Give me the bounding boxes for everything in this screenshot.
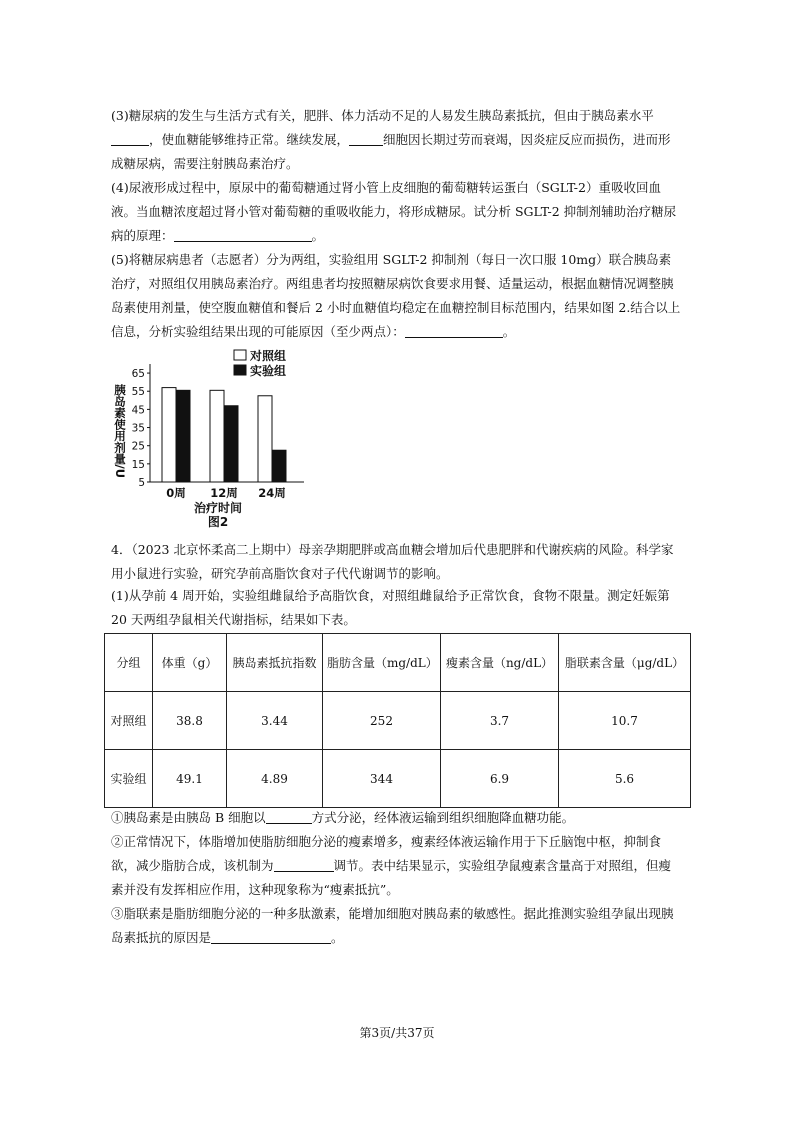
table-cell: 实验组 xyxy=(105,750,153,808)
table-cell: 4.89 xyxy=(227,750,323,808)
x-tick-label: 0周 xyxy=(166,486,186,500)
question-3-part-4 xyxy=(111,176,683,248)
text: 调节。表中结果显示，实验组孕鼠瘦素含量高于对照组，但瘦素并没有发挥相应作用，这种现象称为“瘦素抵抗”。 xyxy=(111,858,672,897)
figure-caption: 图2 xyxy=(207,515,229,529)
y-tick-label: 45 xyxy=(131,404,145,417)
bar-control xyxy=(258,396,272,482)
text: 。 xyxy=(331,930,344,945)
table-cell: 344 xyxy=(323,750,441,808)
table-cell: 38.8 xyxy=(153,692,227,750)
text: 。 xyxy=(311,228,325,243)
legend-label: 对照组 xyxy=(250,349,287,363)
question-3-part-5 xyxy=(111,248,683,344)
table-cell: 6.9 xyxy=(441,750,559,808)
table-cell: 5.6 xyxy=(559,750,691,808)
bar-control xyxy=(162,388,176,482)
text: 。 xyxy=(502,324,516,339)
table-header-row xyxy=(105,634,691,692)
table-header-cell: 体重（g） xyxy=(153,634,227,692)
answer-blank[interactable] xyxy=(174,227,312,242)
table-row xyxy=(105,750,691,808)
table-cell: 10.7 xyxy=(559,692,691,750)
legend-swatch xyxy=(234,365,246,375)
bar-chart-figure-2 xyxy=(108,344,308,530)
question-4-sub-1 xyxy=(111,806,683,830)
answer-blank[interactable] xyxy=(266,809,312,824)
y-axis-label: 胰岛素使用剂量/U xyxy=(113,384,127,479)
table-cell: 3.7 xyxy=(441,692,559,750)
question-3-part-3 xyxy=(111,104,683,176)
table-header-cell: 分组 xyxy=(105,634,153,692)
text: (5)将糖尿病患者（志愿者）分为两组，实验组用 SGLT-2 抑制剂（每日一次口服 10mg）联合胰岛素治疗，对照组仅用胰岛素治疗。两组患者均按照糖尿病饮食要求用餐、适量运动，根据血糖情况调整胰岛素使用剂量，使空腹血糖值和餐后 2 小时血糖值均稳定在血糖控制目标范围内，结果如图 2.结合以上信息，分析实验组结果出现的可能原因（至少两点）： xyxy=(111,252,681,339)
text: ，使血糖能够维持正常。继续发展， xyxy=(149,132,350,147)
text: 细胞因长期过劳而衰竭，因炎症反应而损伤，进而形成糖尿病，需要注射胰岛素治疗。 xyxy=(111,132,671,171)
table-cell: 对照组 xyxy=(105,692,153,750)
table-cell: 252 xyxy=(323,692,441,750)
legend-label: 实验组 xyxy=(250,364,287,378)
answer-blank[interactable] xyxy=(211,929,331,944)
text: (4)尿液形成过程中，原尿中的葡萄糖通过肾小管上皮细胞的葡萄糖转运蛋白（SGLT-2）重吸收回血液。当血糖浓度超过肾小管对葡萄糖的重吸收能力，将形成糖尿。试分析 SGLT-2 抑制剂辅助治疗糖尿病的原理： xyxy=(111,180,677,243)
y-tick-label: 55 xyxy=(131,386,145,399)
table-header-cell: 脂肪含量（mg/dL） xyxy=(323,634,441,692)
page-footer: 第3页/共37页 xyxy=(359,1026,435,1040)
y-tick-label: 35 xyxy=(131,422,145,435)
text: (1)从孕前 4 周开始，实验组雌鼠给予高脂饮食，对照组雌鼠给予正常饮食，食物不限量。测定妊娠第 20 天两组孕鼠相关代谢指标，结果如下表。 xyxy=(111,588,670,627)
text: ②正常情况下，体脂增加使脂肪细胞分泌的瘦素增多，瘦素经体液运输作用于下丘脑饱中枢，抑制食欲，减少脂肪合成，该机制为 xyxy=(111,834,662,873)
table-header-cell: 胰岛素抵抗指数 xyxy=(227,634,323,692)
table-cell: 49.1 xyxy=(153,750,227,808)
answer-blank[interactable] xyxy=(405,323,503,338)
y-tick-label: 25 xyxy=(131,440,145,453)
question-4-intro xyxy=(111,538,683,586)
text: ①胰岛素是由胰岛 B 细胞以 xyxy=(111,810,266,825)
y-tick-label: 65 xyxy=(131,368,145,381)
bar-experiment xyxy=(176,390,190,482)
y-tick-label: 5 xyxy=(138,477,145,489)
bar-control xyxy=(210,390,224,482)
x-tick-label: 24周 xyxy=(258,486,286,500)
x-tick-label: 12周 xyxy=(210,486,238,500)
x-axis-label: 治疗时间 xyxy=(193,501,243,515)
y-tick-label: 15 xyxy=(131,458,145,471)
table-header-cell: 脂联素含量（μg/dL） xyxy=(559,634,691,692)
bar-experiment xyxy=(224,406,238,482)
answer-blank[interactable] xyxy=(349,131,383,146)
text: 4．（2023 北京怀柔高二上期中）母亲孕期肥胖或高血糖会增加后代患肥胖和代谢疾病的风险。科学家用小鼠进行实验，研究孕前高脂饮食对子代代谢调节的影响。 xyxy=(111,542,674,581)
question-4-sub-2 xyxy=(111,830,683,902)
bar-experiment xyxy=(272,450,286,482)
text: (3)糖尿病的发生与生活方式有关，肥胖、体力活动不足的人易发生胰岛素抵抗，但由于胰岛素水平 xyxy=(111,108,654,123)
question-4-sub-3 xyxy=(111,902,683,950)
text: ③脂联素是脂肪细胞分泌的一种多肽激素，能增加细胞对胰岛素的敏感性。据此推测实验组孕鼠出现胰岛素抵抗的原因是 xyxy=(111,906,674,945)
answer-blank[interactable] xyxy=(274,857,334,872)
answer-blank[interactable] xyxy=(111,131,149,146)
table-cell: 3.44 xyxy=(227,692,323,750)
text: 方式分泌，经体液运输到组织细胞降血糖功能。 xyxy=(311,810,575,825)
legend-swatch xyxy=(234,350,246,360)
data-table xyxy=(104,633,691,808)
table-header-cell: 瘦素含量（ng/dL） xyxy=(441,634,559,692)
table-row xyxy=(105,692,691,750)
question-4-part-1 xyxy=(111,584,683,632)
